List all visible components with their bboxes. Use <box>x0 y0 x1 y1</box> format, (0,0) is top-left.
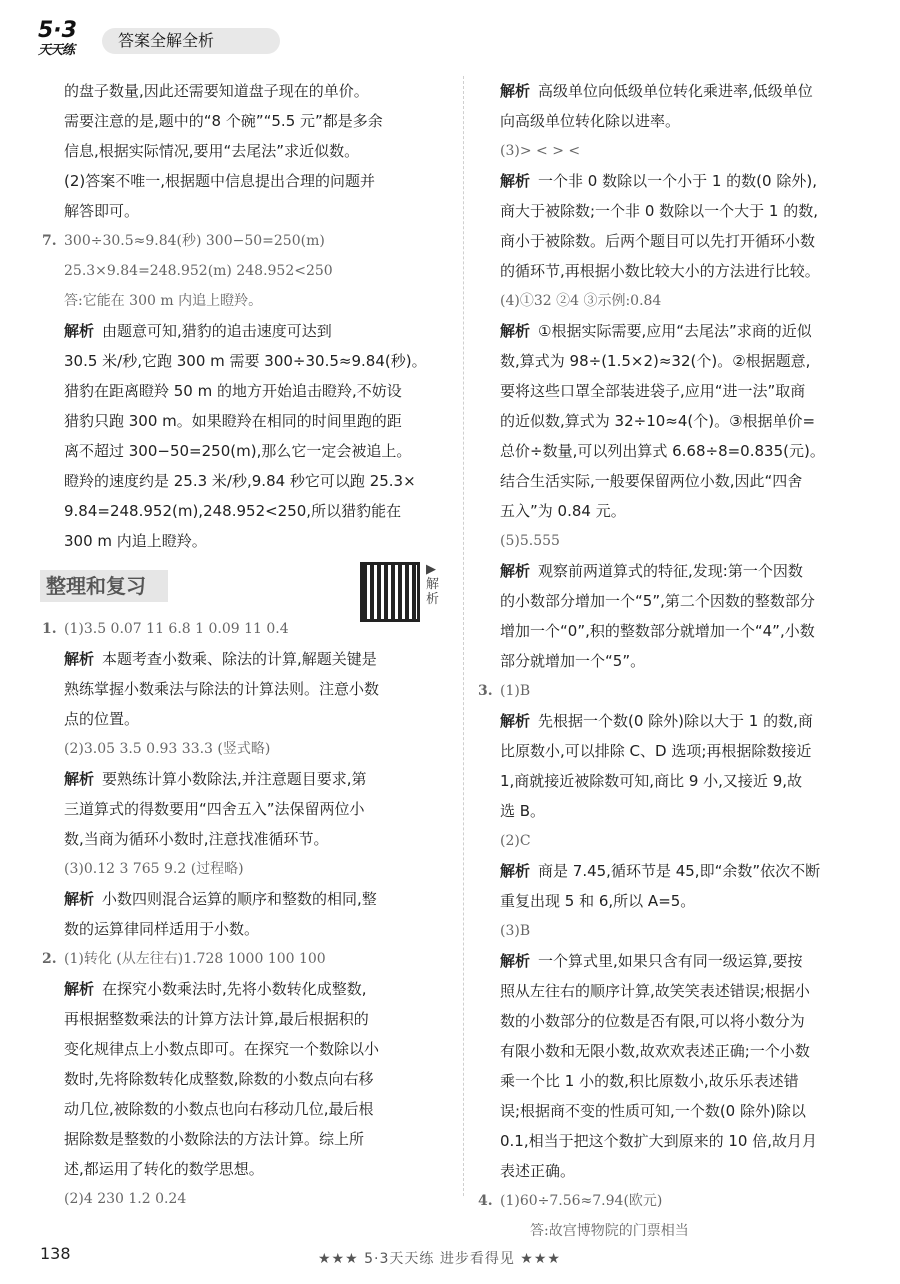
s1-answer-1: (1)3.5 0.07 11 6.8 1 0.09 11 0.4 <box>64 621 289 637</box>
analysis-label: 解析 <box>64 980 95 998</box>
text-line: 向高级单位转化除以进率。 <box>500 112 681 130</box>
text-line: 表述正确。 <box>500 1162 576 1180</box>
section-title: 整理和复习 <box>40 570 168 602</box>
text-line: 增加一个“0”,积的整数部分就增加一个“4”,小数 <box>500 622 815 640</box>
text-line: 商小于被除数。后两个题目可以先打开循环小数 <box>500 232 816 250</box>
qr-label: ▶解析 <box>426 562 440 607</box>
analysis-label: 解析 <box>64 770 95 788</box>
q7-analysis <box>64 316 450 346</box>
text-line: 的小数部分增加一个“5”,第二个因数的整数部分 <box>500 592 815 610</box>
q4-answer-2: 答:故宫博物院的门票相当 <box>530 1223 689 1239</box>
text-line: 解答即可。 <box>64 202 140 220</box>
text-line: 总价÷数量,可以列出算式 6.68÷8=0.835(元)。 <box>500 442 825 460</box>
text-line: 部分就增加一个“5”。 <box>500 652 646 670</box>
text-line: 在探究小数乘法时,先将小数转化成整数, <box>102 980 367 998</box>
q3-number: 3. <box>478 683 493 699</box>
text-line: 熟练掌握小数乘法与除法的计算法则。注意小数 <box>64 680 380 698</box>
s1-analysis-3 <box>64 884 450 914</box>
text-line: 信息,根据实际情况,要用“去尾法”求近似数。 <box>64 142 360 160</box>
text-line: 9.84=248.952(m),248.952<250,所以猎豹能在 <box>64 502 402 520</box>
text-line: 一个非 0 数除以一个小于 1 的数(0 除外), <box>538 172 817 190</box>
text-line: 商是 7.45,循环节是 45,即“余数”依次不断 <box>538 862 821 880</box>
analysis-label: 解析 <box>500 712 531 730</box>
text-line: 乘一个比 1 小的数,积比原数小,故乐乐表述错 <box>500 1072 799 1090</box>
text-line: 五入”为 0.84 元。 <box>500 502 626 520</box>
text-line: 数时,先将除数转化成整数,除数的小数点向右移 <box>64 1070 374 1088</box>
s1-answer-2: (2)3.05 3.5 0.93 33.3 (竖式略) <box>64 741 271 757</box>
analysis-label: 解析 <box>500 82 531 100</box>
column-divider <box>463 76 464 1196</box>
s2-number: 2. <box>42 951 57 967</box>
analysis-label: 解析 <box>500 862 531 880</box>
analysis <box>500 856 876 886</box>
q4-number: 4. <box>478 1193 493 1209</box>
text-line: 据除数是整数的小数除法的方法计算。综上所 <box>64 1130 365 1148</box>
s2-answer-2: (2)4 230 1.2 0.24 <box>64 1191 187 1207</box>
text-line: 30.5 米/秒,它跑 300 m 需要 300÷30.5≈9.84(秒)。 <box>64 352 427 370</box>
logo-sub: 天天练 <box>38 43 75 58</box>
q7-answer-1: 300÷30.5≈9.84(秒) 300−50=250(m) <box>64 233 325 249</box>
text-line: 1,商就接近被除数可知,商比 9 小,又接近 9,故 <box>500 772 803 790</box>
text-line: 的循环节,再根据小数比较大小的方法进行比较。 <box>500 262 820 280</box>
text-line: 观察前两道算式的特征,发现:第一个因数 <box>538 562 803 580</box>
text-line: 猎豹只跑 300 m。如果瞪羚在相同的时间里跑的距 <box>64 412 402 430</box>
header-title: 答案全解全析 <box>102 28 280 54</box>
text-line: 选 B。 <box>500 802 546 820</box>
logo-main: 5·3 <box>38 18 77 43</box>
brand-logo <box>38 20 94 60</box>
s2-analysis <box>64 974 450 1004</box>
text-line: 数,当商为循环小数时,注意找准循环节。 <box>64 830 329 848</box>
text-line: 高级单位向低级单位转化乘进率,低级单位 <box>538 82 813 100</box>
text-line: 瞪羚的速度约是 25.3 米/秒,9.84 秒它可以跑 25.3× <box>64 472 416 490</box>
text-line: 离不超过 300−50=250(m),那么它一定会被追上。 <box>64 442 412 460</box>
footer-slogan: ★★★ 5·3天天练 进步看得见 ★★★ <box>318 1251 561 1267</box>
q4-answer-1: (1)60÷7.56≈7.94(欧元) <box>500 1193 663 1209</box>
text-line: 300 m 内追上瞪羚。 <box>64 532 207 550</box>
q7-number: 7. <box>42 233 57 249</box>
text-line: 的近似数,算式为 32÷10≈4(个)。③根据单价= <box>500 412 816 430</box>
text-line: 本题考查小数乘、除法的计算,解题关键是 <box>102 650 377 668</box>
text-line: 结合生活实际,一般要保留两位小数,因此“四舍 <box>500 472 803 490</box>
left-column <box>40 76 450 1214</box>
text-line: 比原数小,可以排除 C、D 选项;再根据除数接近 <box>500 742 812 760</box>
text-line: 0.1,相当于把这个数扩大到原来的 10 倍,故月月 <box>500 1132 818 1150</box>
text-line: 小数四则混合运算的顺序和整数的相同,整 <box>102 890 377 908</box>
s1-analysis-2 <box>64 764 450 794</box>
text-line: 重复出现 5 和 6,所以 A=5。 <box>500 892 696 910</box>
q3-answer-1: (1)B <box>500 683 531 699</box>
q4-answer <box>478 1186 876 1216</box>
analysis-label: 解析 <box>500 562 531 580</box>
text-line: 三道算式的得数要用“四舍五入”法保留两位小 <box>64 800 365 818</box>
text-line: 猎豹在距离瞪羚 50 m 的地方开始追击瞪羚,不妨设 <box>64 382 402 400</box>
text-line: 先根据一个数(0 除外)除以大于 1 的数,商 <box>538 712 813 730</box>
q7-answer-3: 答:它能在 300 m 内追上瞪羚。 <box>64 293 263 309</box>
s1-number: 1. <box>42 621 57 637</box>
q7-answer <box>42 226 450 256</box>
qr-code-icon[interactable] <box>360 562 420 622</box>
analysis <box>500 316 876 346</box>
s1-answer-3: (3)0.12 3 765 9.2 (过程略) <box>64 861 244 877</box>
text-line: 再根据整数乘法的计算方法计算,最后根据积的 <box>64 1010 369 1028</box>
text-line: 动几位,被除数的小数点也向右移动几位,最后根 <box>64 1100 374 1118</box>
analysis-label: 解析 <box>500 172 531 190</box>
s2-answer-1: (1)转化 (从左往右)1.728 1000 100 100 <box>64 951 326 967</box>
text-line: 需要注意的是,题中的“8 个碗”“5.5 元”都是多余 <box>64 112 383 130</box>
analysis <box>500 706 876 736</box>
text-line: 变化规律点上小数点即可。在探究一个数除以小 <box>64 1040 380 1058</box>
analysis-label: 解析 <box>64 650 95 668</box>
q3-answer-3: (3)B <box>500 923 531 939</box>
text-line: (2)答案不唯一,根据题中信息提出合理的问题并 <box>64 172 376 190</box>
q3-answer <box>478 676 876 706</box>
analysis <box>500 946 876 976</box>
text-line: 照从左往右的顺序计算,故笑笑表述错误;根据小 <box>500 982 810 1000</box>
text-line: 数,算式为 98÷(1.5×2)≈32(个)。②根据题意, <box>500 352 811 370</box>
text-line: 点的位置。 <box>64 710 140 728</box>
analysis-label: 解析 <box>64 890 95 908</box>
answer-3: (3)> < > < <box>500 143 581 159</box>
right-column <box>476 76 876 1246</box>
analysis-label: 解析 <box>500 952 531 970</box>
analysis-label: 解析 <box>64 322 95 340</box>
text-line: 由题意可知,猎豹的追击速度可达到 <box>102 322 332 340</box>
text-line: 述,都运用了转化的数学思想。 <box>64 1160 264 1178</box>
page-header <box>38 20 298 60</box>
text-line: 数的小数部分的位数是否有限,可以将小数分为 <box>500 1012 805 1030</box>
q7-answer-2: 25.3×9.84=248.952(m) 248.952<250 <box>64 263 333 279</box>
text-line: 商大于被除数;一个非 0 数除以一个大于 1 的数, <box>500 202 818 220</box>
analysis-label: 解析 <box>500 322 531 340</box>
analysis <box>500 556 876 586</box>
text-line: 误;根据商不变的性质可知,一个数(0 除外)除以 <box>500 1102 806 1120</box>
answer-5: (5)5.555 <box>500 533 560 549</box>
text-line: 的盘子数量,因此还需要知道盘子现在的单价。 <box>64 82 369 100</box>
section-header <box>40 562 450 607</box>
analysis <box>500 76 876 106</box>
answer-4: (4)①32 ②4 ③示例:0.84 <box>500 293 662 309</box>
q3-answer-2: (2)C <box>500 833 531 849</box>
page-number: 138 <box>40 1244 71 1263</box>
analysis <box>500 166 876 196</box>
s2-answer <box>42 944 450 974</box>
text-line: 一个算式里,如果只含有同一级运算,要按 <box>538 952 803 970</box>
s1-analysis <box>64 644 450 674</box>
text-line: 要熟练计算小数除法,并注意题目要求,第 <box>102 770 367 788</box>
text-line: 数的运算律同样适用于小数。 <box>64 920 260 938</box>
text-line: 要将这些口罩全部装进袋子,应用“进一法”取商 <box>500 382 806 400</box>
text-line: ①根据实际需要,应用“去尾法”求商的近似 <box>538 322 812 340</box>
text-line: 有限小数和无限小数,故欢欢表述正确;一个小数 <box>500 1042 810 1060</box>
